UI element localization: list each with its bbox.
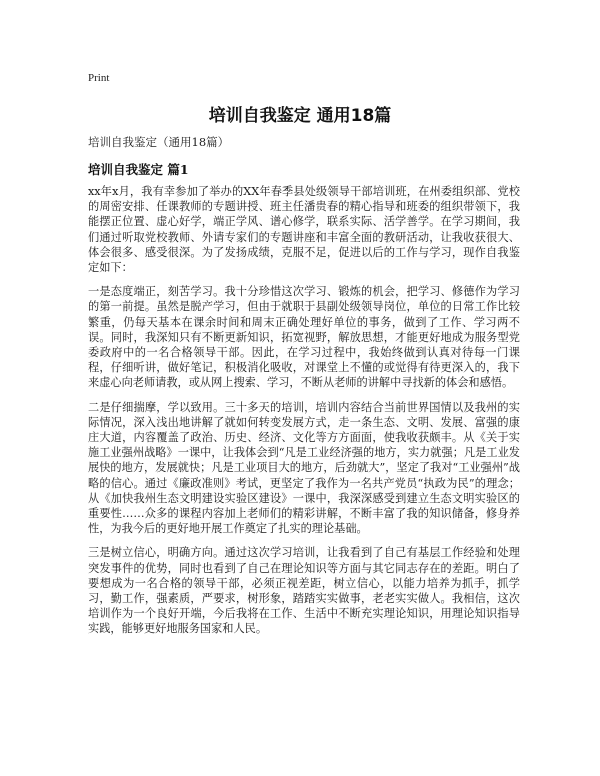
page-title: 培训自我鉴定 通用18篇 — [208, 106, 392, 126]
paragraph-attitude: 一是态度端正，刻苦学习。我十分珍惜这次学习、锻炼的机会，把学习、修德作为学习的第一前提。虽然是脱产学习，但由于就职于县副处级领导岗位，单位的日常工作比较繁重，仍每天基本在课余时间和周末正确处理好单位的事务，做到了工作、学习两不误。同时，我深知只有不断更新知识，拓宽视野，解放思想，才能更好地成为服务型党委政府中的一名合格领导干部。因此，在学习过程中，我始终做到认真对待每一门课程，仔细听讲，做好笔记，积极消化吸收，对课堂上不懂的或觉得有待更深入的，我下来虚心向老师请教，或从网上搜索、学习，不断从老师的讲解中寻找新的体会和感悟。 — [88, 285, 520, 390]
print-label: Print — [88, 72, 110, 84]
document-subtitle: 培训自我鉴定（通用18篇） — [88, 135, 230, 149]
paragraph-application: 二是仔细揣摩，学以致用。三十多天的培训，培训内容结合当前世界国情以及我州的实际情况，深入浅出地讲解了就如何转变发展方式，走一条生态、文明、发展、富强的康庄大道，内容覆盖了政治、历史、经济、文化等方方面面，使我收获颇丰。从《关于实施工业强州战略》一课中，让我体会到“凡是工业经济强的地方，实力就强；凡是工业发展快的地方，发展就快；凡是工业项目大的地方，后劲就大”，坚定了我对“工业强州”战略的信心。通过《廉政准则》考试，更坚定了我作为一名共产党员“执政为民”的理念；从《加快我州生态文明建设实验区建设》一课中，我深深感受到建立生态文明实验区的重要性……众多的课程内容加上老师们的精彩讲解，不断丰富了我的知识储备，修身养性，为我今后的更好地开展工作奠定了扎实的理论基础。 — [88, 400, 520, 536]
paragraph-intro: xx年x月，我有幸参加了举办的XX年春季县处级领导干部培训班，在州委组织部、党校的周密安排、任课教师的专题讲授、班主任潘贵春的精心指导和班委的组织带领下，我能摆正位置、虚心好学，端正学风、谱心修学，联系实际、活学善学。在学习期间，我们通过听取党校教师、外请专家们的专题讲座和丰富全面的教研活动，让我收获很大、体会很多、感受很深。为了发扬成绩，克服不足，促进以后的工作与学习，现作自我鉴定如下： — [88, 185, 520, 275]
document-body — [88, 184, 520, 646]
paragraph-confidence: 三是树立信心，明确方向。通过这次学习培训，让我看到了自己有基层工作经验和处理突发事件的优势，同时也看到了自己在理论知识等方面与其它同志存在的差距。明白了要想成为一名合格的领导干部，必须正视差距，树立信心，以能力培养为抓手，抓学习，勤工作，强素质，严要求，树形象，踏踏实实做事，老老实实做人。我相信，这次培训作为一个良好开端，今后我将在工作、生活中不断充实理论知识，用理论知识指导实践，能够更好地服务国家和人民。 — [88, 546, 520, 636]
section-heading: 培训自我鉴定 篇1 — [88, 162, 189, 177]
